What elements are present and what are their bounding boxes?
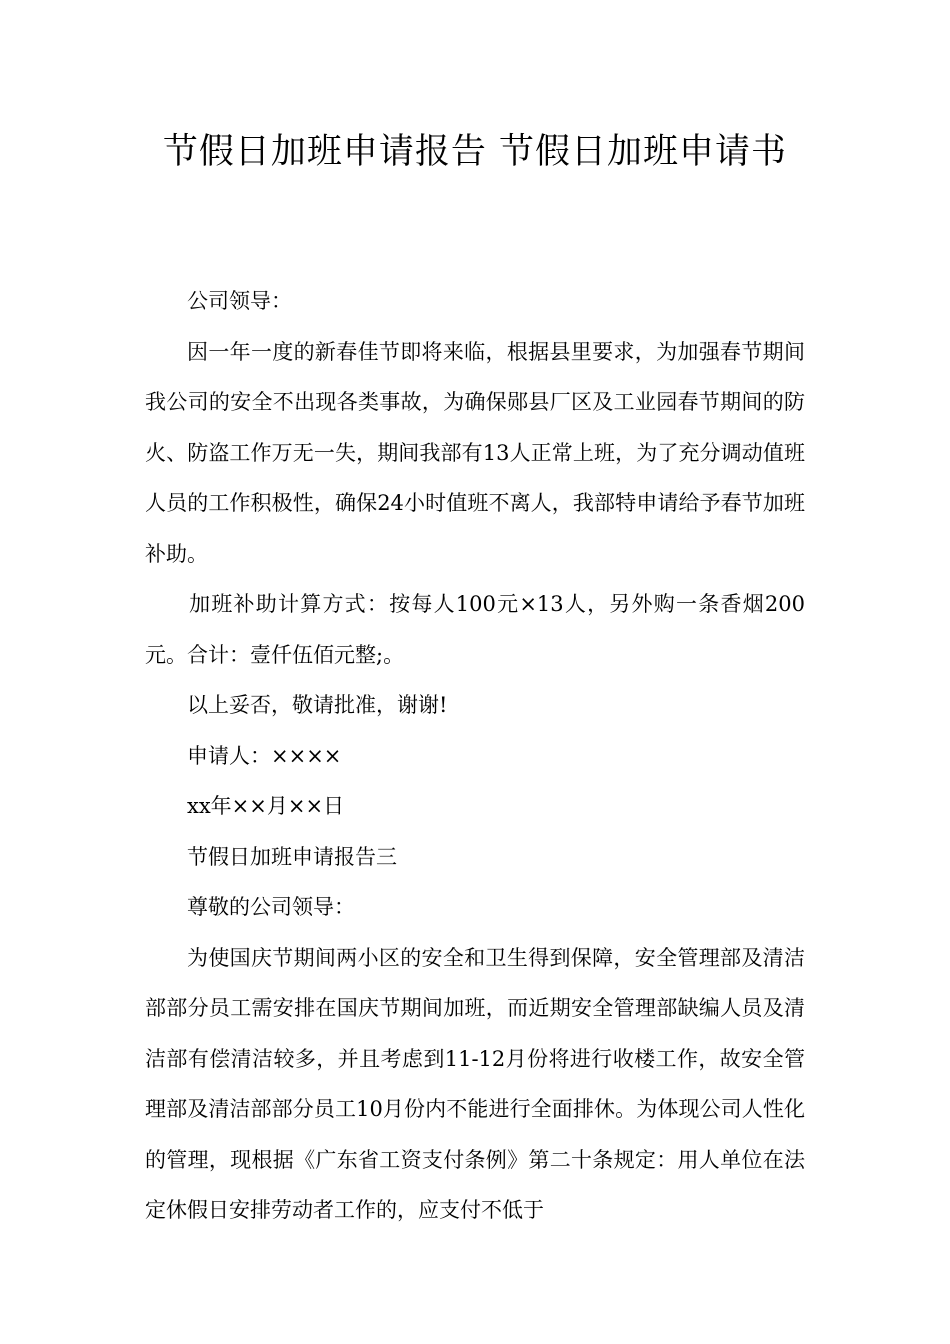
request-paragraph: 因一年一度的新春佳节即将来临，根据县里要求，为加强春节期间我公司的安全不出现各类事故，为确保郧县厂区及工业园春节期间的防火、防盗工作万无一失，期间我部有13人正常上班，为了充分调动值班人员的工作积极性，确保24小时值班不离人，我部特申请给予春节加班补助。: [145, 339, 805, 566]
salutation: 公司领导：: [187, 289, 292, 313]
section-heading: 节假日加班申请报告三: [187, 844, 397, 869]
subsidy-calculation-paragraph: 加班补助计算方式：按每人100元×13人，另外购一条香烟200元。合计：壹仟伍佰元整;。: [145, 592, 805, 667]
closing-line: 以上妥否，敬请批准，谢谢!: [187, 693, 448, 717]
salutation-2: 尊敬的公司领导：: [187, 895, 355, 919]
date-line: xx年××月××日: [187, 794, 345, 818]
applicant-line: 申请人：××××: [187, 743, 342, 768]
document-title: 节假日加班申请报告 节假日加班申请书: [162, 132, 788, 172]
document-body: [145, 276, 805, 1236]
national-day-paragraph: 为使国庆节期间两小区的安全和卫生得到保障，安全管理部及清洁部部分员工需安排在国庆节期间加班，而近期安全管理部缺编人员及清洁部有偿清洁较多，并且考虑到11-12月份将进行收楼工作，故安全管理部及清洁部部分员工10月份内不能进行全面排休。为体现公司人性化的管理，现根据《广东省工资支付条例》第二十条规定：用人单位在法定休假日安排劳动者工作的，应支付不低于: [145, 945, 805, 1222]
